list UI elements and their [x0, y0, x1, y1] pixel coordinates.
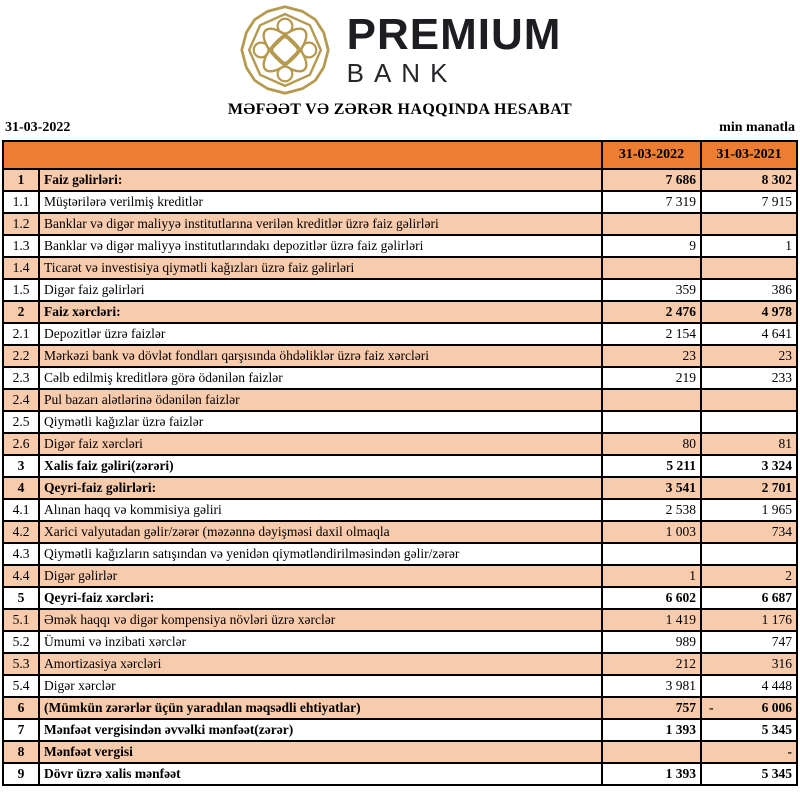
value-2021-cell: [701, 543, 797, 565]
row-number-cell: 4.1: [3, 499, 39, 521]
table-row: [3, 543, 797, 565]
row-number-cell: 7: [3, 719, 39, 741]
row-number-cell: 5.3: [3, 653, 39, 675]
value-2022-cell: [602, 543, 701, 565]
row-number-cell: 1.2: [3, 213, 39, 235]
table-row: [3, 477, 797, 499]
row-label-cell: Xarici valyutadan gəlir/zərər (məzənnə dəyişməsi daxil olmaqla: [39, 521, 602, 543]
value-2022-cell: 219: [602, 367, 701, 389]
table-row: [3, 609, 797, 631]
value-2022-cell: 9: [602, 235, 701, 257]
value-2022-cell: 359: [602, 279, 701, 301]
table-row: [3, 411, 797, 433]
row-number-cell: 5.1: [3, 609, 39, 631]
row-label-cell: Digər gəlirlər: [39, 565, 602, 587]
table-row: [3, 235, 797, 257]
row-number-cell: 9: [3, 763, 39, 785]
row-label-cell: Banklar və digər maliyyə institutlarındakı depozitlər üzrə faiz gəlirləri: [39, 235, 602, 257]
row-label-cell: Əmək haqqı və digər kompensiya növləri üzrə xərclər: [39, 609, 602, 631]
value-2021-cell: 7 915: [701, 191, 797, 213]
table-row: [3, 653, 797, 675]
row-label-cell: Qiymətli kağızlar üzrə faizlər: [39, 411, 602, 433]
negative-sign: -: [709, 700, 714, 715]
value-2022-cell: 2 538: [602, 499, 701, 521]
value-2022-cell: 2 476: [602, 301, 701, 323]
row-number-cell: 2.5: [3, 411, 39, 433]
value-2021-cell: 386: [701, 279, 797, 301]
value-2022-cell: 1 393: [602, 719, 701, 741]
value-2021-cell: 5 345: [701, 719, 797, 741]
brand-name: PREMIUM: [346, 10, 562, 59]
value-2022-cell: 989: [602, 631, 701, 653]
row-label-cell: Dövr üzrə xalis mənfəət: [39, 763, 602, 785]
value-2021-cell: 81: [701, 433, 797, 455]
row-number-cell: 2.2: [3, 345, 39, 367]
value-2022-cell: 7 319: [602, 191, 701, 213]
value-2021-cell: [701, 213, 797, 235]
row-number-cell: 2.1: [3, 323, 39, 345]
table-row: [3, 433, 797, 455]
row-label-cell: Digər faiz gəlirləri: [39, 279, 602, 301]
table-row: [3, 169, 797, 191]
value-2021-cell: 4 641: [701, 323, 797, 345]
value-2021-cell: 747: [701, 631, 797, 653]
table-row: [3, 455, 797, 477]
value-2021-cell: [701, 411, 797, 433]
row-number-cell: 5.4: [3, 675, 39, 697]
row-number-cell: 1.3: [3, 235, 39, 257]
row-label-cell: Alınan haqq və kommisiya gəliri: [39, 499, 602, 521]
table-row: [3, 763, 797, 785]
value-2021-cell: 1 965: [701, 499, 797, 521]
value-2021-cell: [701, 389, 797, 411]
table-row: [3, 213, 797, 235]
table-row: [3, 719, 797, 741]
value-2021-cell: -: [701, 741, 797, 763]
unit-label: min manatla: [719, 120, 795, 135]
row-label-cell: Pul bazarı alətlərinə ödənilən faizlər: [39, 389, 602, 411]
value-2021-cell: 233: [701, 367, 797, 389]
bank-wordmark: [346, 10, 562, 88]
value-2022-cell: [602, 213, 701, 235]
meta-row: [5, 120, 795, 136]
value-2022-cell: 1 393: [602, 763, 701, 785]
value-2022-cell: [602, 741, 701, 763]
row-label-cell: (Mümkün zərərlər üçün yaradılan məqsədli ehtiyatlar): [39, 697, 602, 719]
row-label-cell: Amortizasiya xərcləri: [39, 653, 602, 675]
value-2022-cell: 3 981: [602, 675, 701, 697]
value-2022-cell: 2 154: [602, 323, 701, 345]
row-label-cell: Qeyri-faiz xərcləri:: [39, 587, 602, 609]
row-number-cell: 2.3: [3, 367, 39, 389]
table-row: [3, 279, 797, 301]
table-row: [3, 587, 797, 609]
row-number-cell: 4.2: [3, 521, 39, 543]
table-header-row: [3, 141, 797, 169]
value-2021-cell: 4 448: [701, 675, 797, 697]
value-2022-cell: 5 211: [602, 455, 701, 477]
row-label-cell: Banklar və digər maliyyə institutlarına verilən kreditlər üzrə faiz gəlirləri: [39, 213, 602, 235]
value-2022-cell: 1: [602, 565, 701, 587]
value-2022-cell: 6 602: [602, 587, 701, 609]
value-2021-cell: 316: [701, 653, 797, 675]
row-number-cell: 6: [3, 697, 39, 719]
report-date: 31-03-2022: [5, 120, 71, 135]
row-number-cell: 4: [3, 477, 39, 499]
value-2021-cell: 8 302: [701, 169, 797, 191]
value-2022-cell: 757: [602, 697, 701, 719]
table-row: [3, 697, 797, 719]
table-row: [3, 191, 797, 213]
value-2022-cell: 212: [602, 653, 701, 675]
table-row: [3, 345, 797, 367]
row-label-cell: Depozitlər üzrə faizlər: [39, 323, 602, 345]
value-2021-cell: 2: [701, 565, 797, 587]
row-number-cell: 2.6: [3, 433, 39, 455]
table-row: [3, 367, 797, 389]
value-2021-cell: 23: [701, 345, 797, 367]
row-number-cell: 5: [3, 587, 39, 609]
header-col-2021: 31-03-2021: [701, 141, 797, 169]
table-row: [3, 741, 797, 763]
row-number-cell: 4.3: [3, 543, 39, 565]
brand-subname: BANK: [346, 58, 458, 88]
table-row: [3, 631, 797, 653]
table-row: [3, 565, 797, 587]
row-label-cell: Faiz xərcləri:: [39, 301, 602, 323]
value-2022-cell: 23: [602, 345, 701, 367]
value-2021-cell: 6 687: [701, 587, 797, 609]
row-label-cell: Mənfəət vergisi: [39, 741, 602, 763]
value-2021-cell: [701, 257, 797, 279]
value-2022-cell: 1 003: [602, 521, 701, 543]
value-2021-cell: 2 701: [701, 477, 797, 499]
value-2022-cell: 3 541: [602, 477, 701, 499]
row-number-cell: 3: [3, 455, 39, 477]
table-row: [3, 389, 797, 411]
row-label-cell: Digər faiz xərcləri: [39, 433, 602, 455]
row-label-cell: Müştərilərə verilmiş kreditlər: [39, 191, 602, 213]
table-row: [3, 323, 797, 345]
table-row: [3, 301, 797, 323]
row-number-cell: 8: [3, 741, 39, 763]
row-number-cell: 1.1: [3, 191, 39, 213]
value-2022-cell: 80: [602, 433, 701, 455]
row-label-cell: Faiz gəlirləri:: [39, 169, 602, 191]
table-row: [3, 499, 797, 521]
header-empty-cell: [3, 141, 602, 169]
row-number-cell: 4.4: [3, 565, 39, 587]
table-row: [3, 521, 797, 543]
row-label-cell: Ticarət və investisiya qiymətli kağızları üzrə faiz gəlirləri: [39, 257, 602, 279]
value-2021-cell: 1: [701, 235, 797, 257]
value-2021-cell: - 6 006: [701, 697, 797, 719]
row-number-cell: 2.4: [3, 389, 39, 411]
value-2021-cell: 4 978: [701, 301, 797, 323]
row-label-cell: Digər xərclər: [39, 675, 602, 697]
row-number-cell: 1: [3, 169, 39, 191]
value-2021-cell: 1 176: [701, 609, 797, 631]
row-label-cell: Mərkəzi bank və dövlət fondları qarşısında öhdəliklər üzrə faiz xərcləri: [39, 345, 602, 367]
value-2022-cell: 1 419: [602, 609, 701, 631]
row-number-cell: 1.4: [3, 257, 39, 279]
value-2022-cell: 7 686: [602, 169, 701, 191]
row-number-cell: 1.5: [3, 279, 39, 301]
row-label-cell: Cəlb edilmiş kreditlərə görə ödənilən faizlər: [39, 367, 602, 389]
row-label-cell: Qeyri-faiz gəlirləri:: [39, 477, 602, 499]
row-label-cell: Xalis faiz gəliri(zərəri): [39, 455, 602, 477]
row-label-cell: Ümumi və inzibati xərclər: [39, 631, 602, 653]
value-2022-cell: [602, 411, 701, 433]
table-row: [3, 675, 797, 697]
value-2021-cell: 3 324: [701, 455, 797, 477]
report-title: MƏFƏƏT VƏ ZƏRƏR HAQQINDA HESABAT: [227, 101, 573, 118]
value-2021-cell: 5 345: [701, 763, 797, 785]
value-2021-cell: 734: [701, 521, 797, 543]
row-number-cell: 2: [3, 301, 39, 323]
knot-emblem-icon: [239, 4, 331, 96]
profit-loss-table: [2, 140, 798, 786]
header-col-2022: 31-03-2022: [602, 141, 701, 169]
bank-logo: [0, 0, 800, 97]
row-number-cell: 5.2: [3, 631, 39, 653]
value-2022-cell: [602, 257, 701, 279]
row-label-cell: Qiymətli kağızların satışından və yenidən qiymətləndirilməsindən gəlir/zərər: [39, 543, 602, 565]
row-label-cell: Mənfəət vergisindən əvvəlki mənfəət(zərər): [39, 719, 602, 741]
value-2022-cell: [602, 389, 701, 411]
table-row: [3, 257, 797, 279]
